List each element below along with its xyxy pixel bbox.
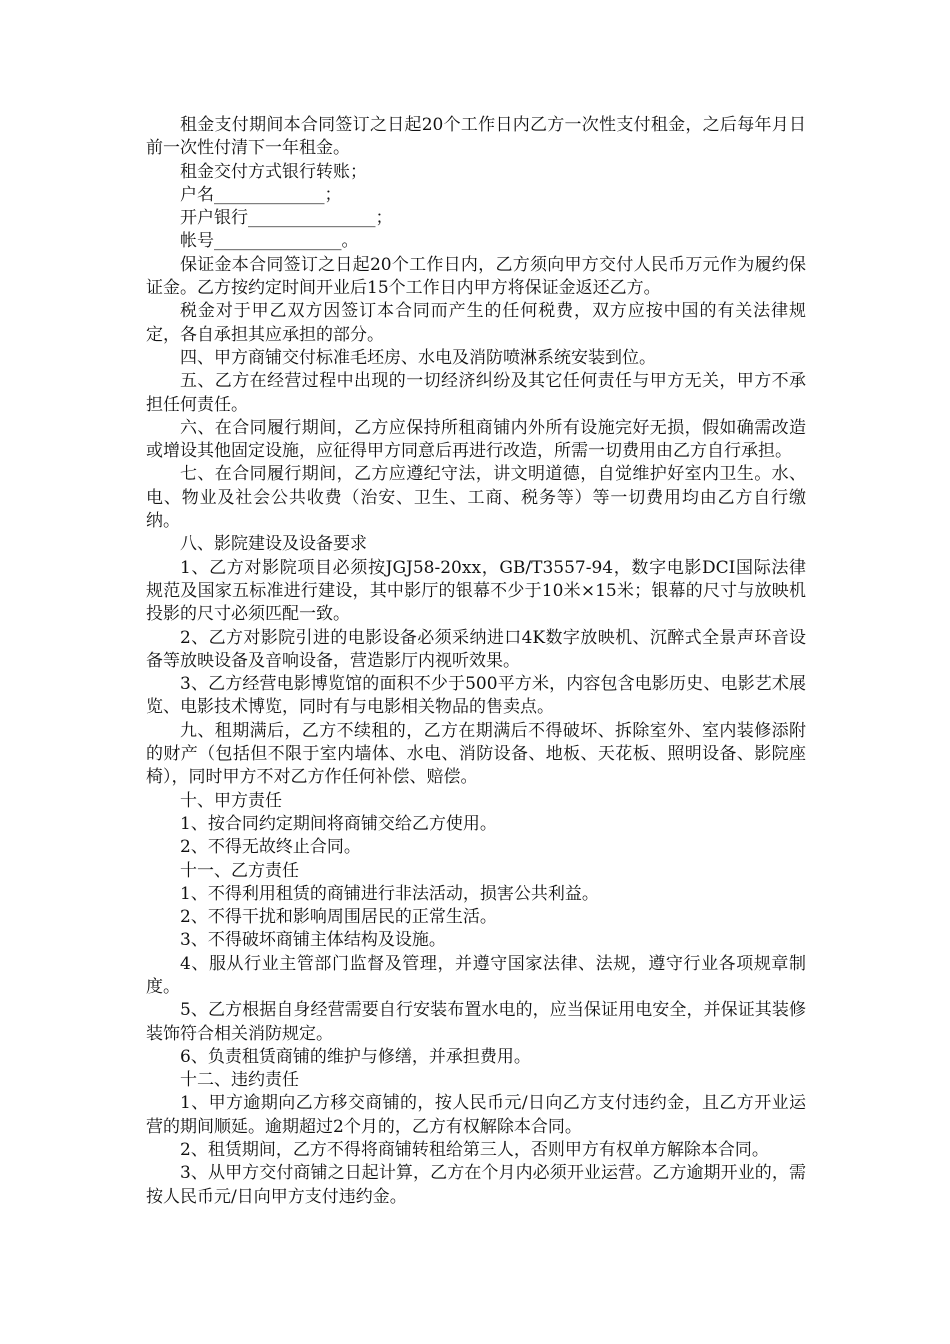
- paragraph-section-4: 四、甲方商铺交付标准毛坯房、水电及消防喷淋系统安装到位。: [180, 347, 656, 368]
- paragraph-section-10-item-1: 1、按合同约定期间将商铺交给乙方使用。: [180, 813, 497, 834]
- heading-section-8: 八、影院建设及设备要求: [180, 534, 367, 555]
- paragraph-tax: 税金对于甲乙双方因签订本合同而产生的任何税费，双方应按中国的有关法律规定，各自承担其应承担的部分。: [146, 301, 806, 345]
- paragraph-section-12-item-1: 1、甲方逾期向乙方移交商铺的，按人民币元/日向乙方支付违约金，且乙方开业运营的期间顺延。逾期超过2个月的，乙方有权解除本合同。: [146, 1093, 806, 1137]
- paragraph-section-12-item-2: 2、租赁期间，乙方不得将商铺转租给第三人，否则甲方有权单方解除本合同。: [180, 1140, 769, 1161]
- paragraph-rent-payment-period: 租金支付期间本合同签订之日起20个工作日内乙方一次性支付租金，之后每年月日前一次性付清下一年租金。: [146, 115, 806, 159]
- paragraph-section-11-item-1: 1、不得利用租赁的商铺进行非法活动，损害公共利益。: [180, 883, 599, 904]
- paragraph-section-10-item-2: 2、不得无故终止合同。: [180, 837, 361, 858]
- heading-section-10: 十、甲方责任: [180, 790, 282, 811]
- paragraph-section-7: 七、在合同履行期间，乙方应遵纪守法，讲文明道德，自觉维护好室内卫生。水、电、物业及社会公共收费（治安、卫生、工商、税务等）等一切费用均由乙方自行缴纳。: [146, 464, 806, 532]
- paragraph-section-8-item-3: 3、乙方经营电影博览馆的面积不少于500平方米，内容包含电影历史、电影艺术展览、电影技术博览，同时有与电影相关物品的售卖点。: [146, 674, 806, 718]
- heading-section-12: 十二、违约责任: [180, 1070, 299, 1091]
- paragraph-section-6: 六、在合同履行期间，乙方应保持所租商铺内外所有设施完好无损，假如确需改造或增设其他固定设施，应征得甲方同意后再进行改造，所需一切费用由乙方自行承担。: [146, 417, 806, 462]
- paragraph-section-11-item-5: 5、乙方根据自身经营需要自行安装布置水电的，应当保证用电安全，并保证其装修装饰符合相关消防规定。: [146, 1000, 806, 1044]
- paragraph-section-11-item-2: 2、不得干扰和影响周围居民的正常生活。: [180, 907, 497, 928]
- paragraph-section-12-item-3: 3、从甲方交付商铺之日起计算，乙方在个月内必须开业运营。乙方逾期开业的，需按人民币元/日向甲方支付违约金。: [146, 1163, 806, 1207]
- paragraph-section-11-item-6: 6、负责租赁商铺的维护与修缮，并承担费用。: [180, 1046, 531, 1067]
- paragraph-section-11-item-4: 4、服从行业主管部门监督及管理，并遵守国家法律、法规，遵守行业各项规章制度。: [146, 953, 806, 997]
- paragraph-section-5: 五、乙方在经营过程中出现的一切经济纠纷及其它任何责任与甲方无关，甲方不承担任何责任。: [146, 371, 806, 415]
- heading-section-11: 十一、乙方责任: [180, 860, 299, 881]
- paragraph-account-name: 户名_____________；: [180, 184, 342, 205]
- contract-body: [146, 114, 806, 1209]
- paragraph-bank: 开户银行_______________；: [180, 208, 393, 229]
- paragraph-section-8-item-2: 2、乙方对影院引进的电影设备必须采纳进口4K数字放映机、沉醉式全景声环音设备等放映设备及音响设备，营造影厅内视听效果。: [146, 627, 806, 671]
- paragraph-section-9: 九、租期满后，乙方不续租的，乙方在期满后不得破坏、拆除室外、室内装修添附的财产（包括但不限于室内墙体、水电、消防设备、地板、天花板、照明设备、影院座椅），同时甲方不对乙方作任何补偿、赔偿。: [146, 720, 806, 788]
- paragraph-section-11-item-3: 3、不得破坏商铺主体结构及设施。: [180, 930, 446, 951]
- paragraph-payment-method: 租金交付方式银行转账；: [180, 161, 367, 182]
- paragraph-section-8-item-1: 1、乙方对影院项目必须按JGJ58-20xx，GB/T3557-94，数字电影DCI国际法律规范及国家五标准进行建设，其中影厅的银幕不少于10米×15米；银幕的尺寸与放映机投影的尺寸必须匹配一致。: [146, 557, 806, 625]
- paragraph-account-number: 帐号_______________。: [180, 231, 359, 252]
- paragraph-deposit: 保证金本合同签订之日起20个工作日内，乙方须向甲方交付人民币万元作为履约保证金。乙方按约定时间开业后15个工作日内甲方将保证金返还乙方。: [146, 254, 806, 299]
